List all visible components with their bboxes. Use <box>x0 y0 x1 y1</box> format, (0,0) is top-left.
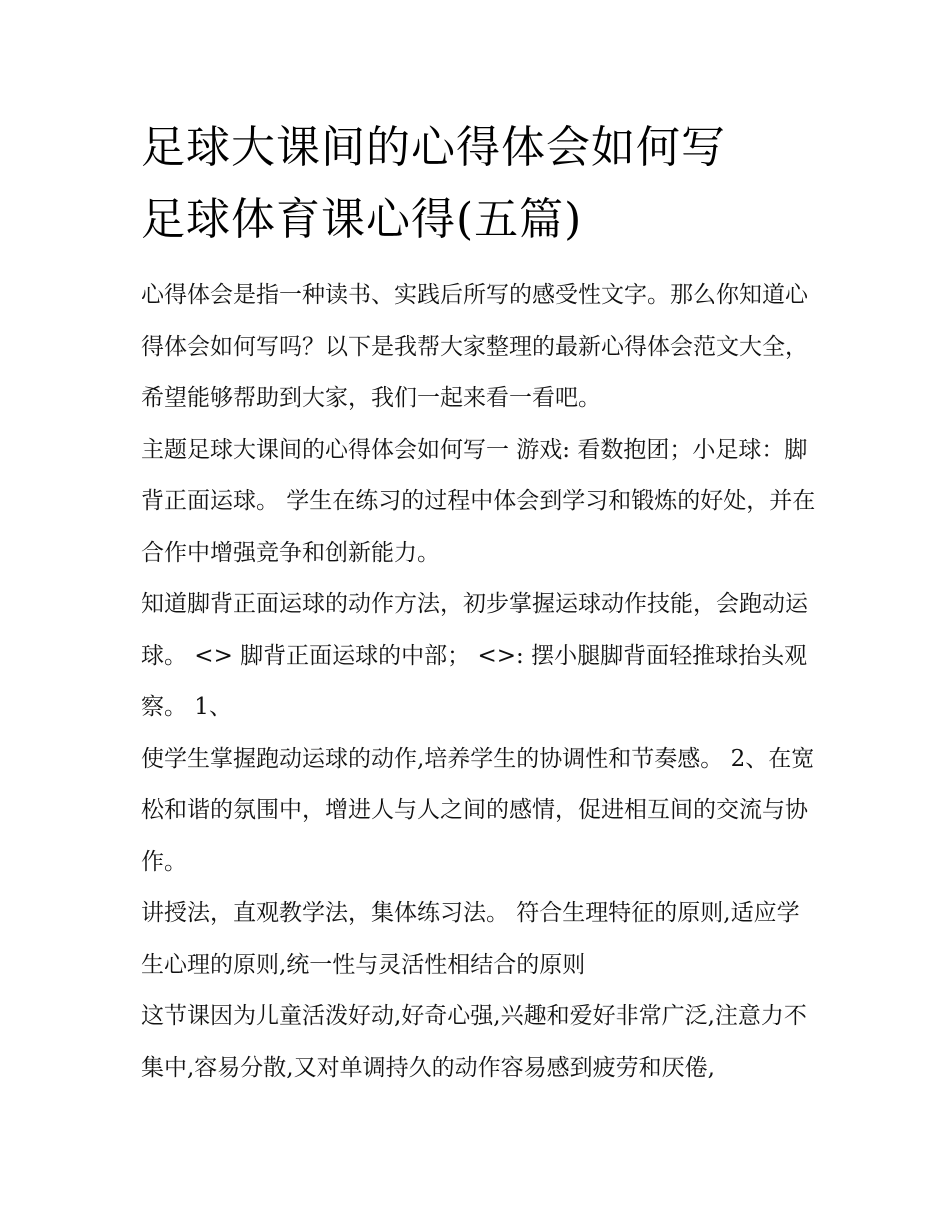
title-line-2: 足球体育课心得(五篇) <box>141 194 583 245</box>
paragraph-goals: 使学生掌握跑动运球的动作,培养学生的协调性和节奏感。 2、在宽松和谐的氛围中，增进人与人之间的感情，促进相互间的交流与协作。 <box>141 745 815 875</box>
paragraph-objective: 知道脚背正面运球的动作方法，初步掌握运球动作技能，会跑动运球。 <> 脚背正面运球的中部； <>: 摆小腿脚背面轻推球抬头观察。 1、 <box>141 591 808 720</box>
title-line-1: 足球大课间的心得体会如何写 <box>141 122 726 173</box>
document-page <box>141 112 816 1094</box>
paragraph-intro: 心得体会是指一种读书、实践后所写的感受性文字。那么你知道心得体会如何写吗？以下是我帮大家整理的最新心得体会范文大全，希望能够帮助到大家，我们一起来看一看吧。 <box>141 282 808 411</box>
paragraph-theme: 主题足球大课间的心得体会如何写一 游戏: 看数抱团；小足球：脚背正面运球。 学生在练习的过程中体会到学习和锻炼的好处，并在合作中增强竞争和创新能力。 <box>141 436 816 566</box>
paragraph-methods: 讲授法，直观教学法，集体练习法。 符合生理特征的原则,适应学生心理的原则,统一性与灵活性相结合的原则 <box>141 900 800 978</box>
paragraph-analysis: 这节课因为儿童活泼好动,好奇心强,兴趣和爱好非常广泛,注意力不集中,容易分散,又对单调持久的动作容易感到疲劳和厌倦, <box>141 1003 807 1081</box>
document-title <box>141 112 816 256</box>
